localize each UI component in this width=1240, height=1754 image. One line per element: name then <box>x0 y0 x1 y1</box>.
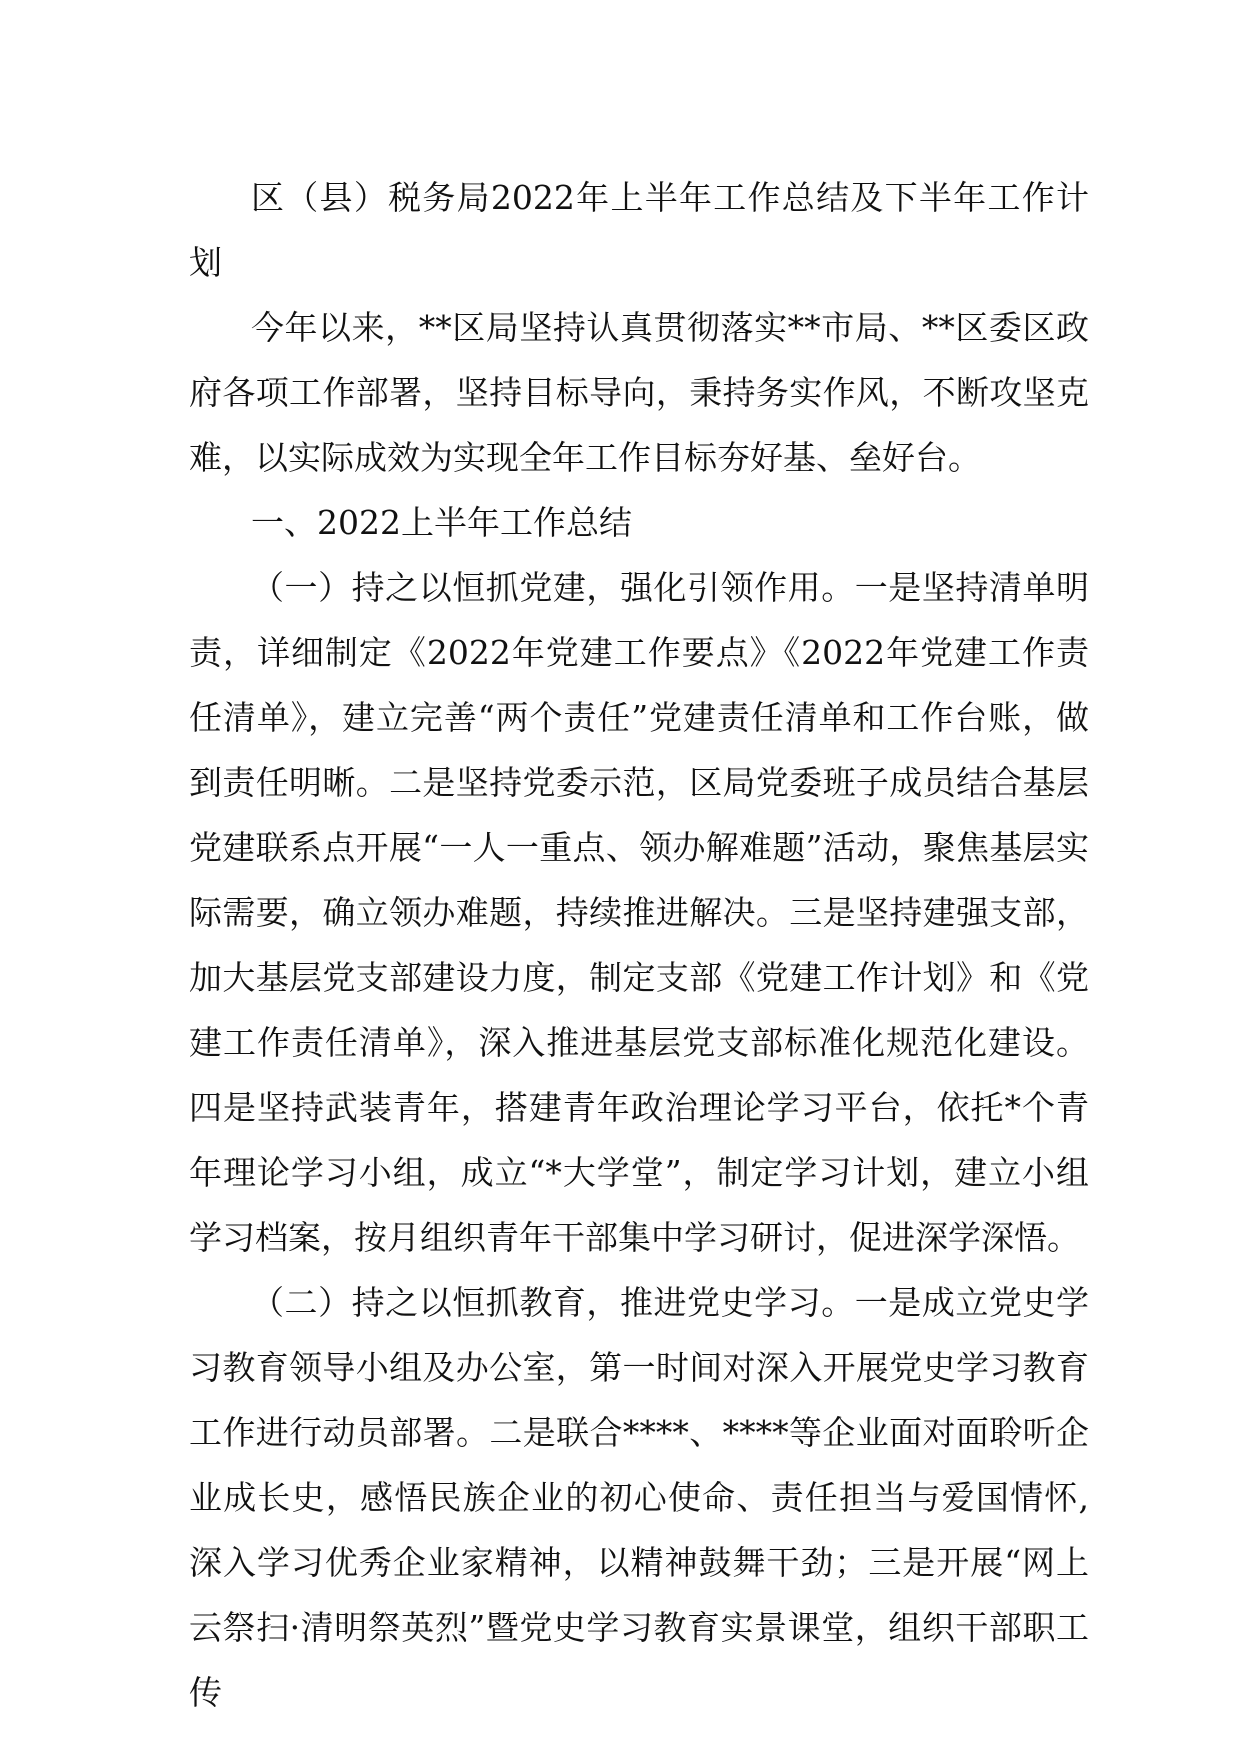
paragraph-party-history: （二）持之以恒抓教育，推进党史学习。一是成立党史学习教育领导小组及办公室，第一时间对深入开展党史学习教育工作进行动员部署。二是联合****、****等企业面对面聆听企业成长史，感悟民族企业的初心使命、责任担当与爱国情怀,深入学习优秀企业家精神，以精神鼓舞干劲；三是开展“网上云祭扫·清明祭英烈”暨党史学习教育实景课堂，组织干部职工传 <box>189 1283 1089 1712</box>
section-heading: 一、2022上半年工作总结 <box>251 503 632 542</box>
document-title: 区（县）税务局2022年上半年工作总结及下半年工作计划 <box>189 178 1089 282</box>
intro-paragraph: 今年以来，**区局坚持认真贯彻落实**市局、**区委区政府各项工作部署，坚持目标导向，秉持务实作风，不断攻坚克难，以实际成效为实现全年工作目标夯好基、垒好台。 <box>189 308 1089 477</box>
paragraph-party-building: （一）持之以恒抓党建，强化引领作用。一是坚持清单明责，详细制定《2022年党建工作要点》《2022年党建工作责任清单》，建立完善“两个责任”党建责任清单和工作台账，做到责任明晰。二是坚持党委示范，区局党委班子成员结合基层党建联系点开展“一人一重点、领办解难题”活动，聚焦基层实际需要，确立领办难题，持续推进解决。三是坚持建强支部，加大基层党支部建设力度，制定支部《党建工作计划》和《党建工作责任清单》，深入推进基层党支部标准化规范化建设。四是坚持武装青年，搭建青年政治理论学习平台，依托*个青年理论学习小组，成立“*大学堂”，制定学习计划，建立小组学习档案，按月组织青年干部集中学习研讨，促进深学深悟。 <box>189 568 1089 1257</box>
document-body <box>189 165 1089 1725</box>
